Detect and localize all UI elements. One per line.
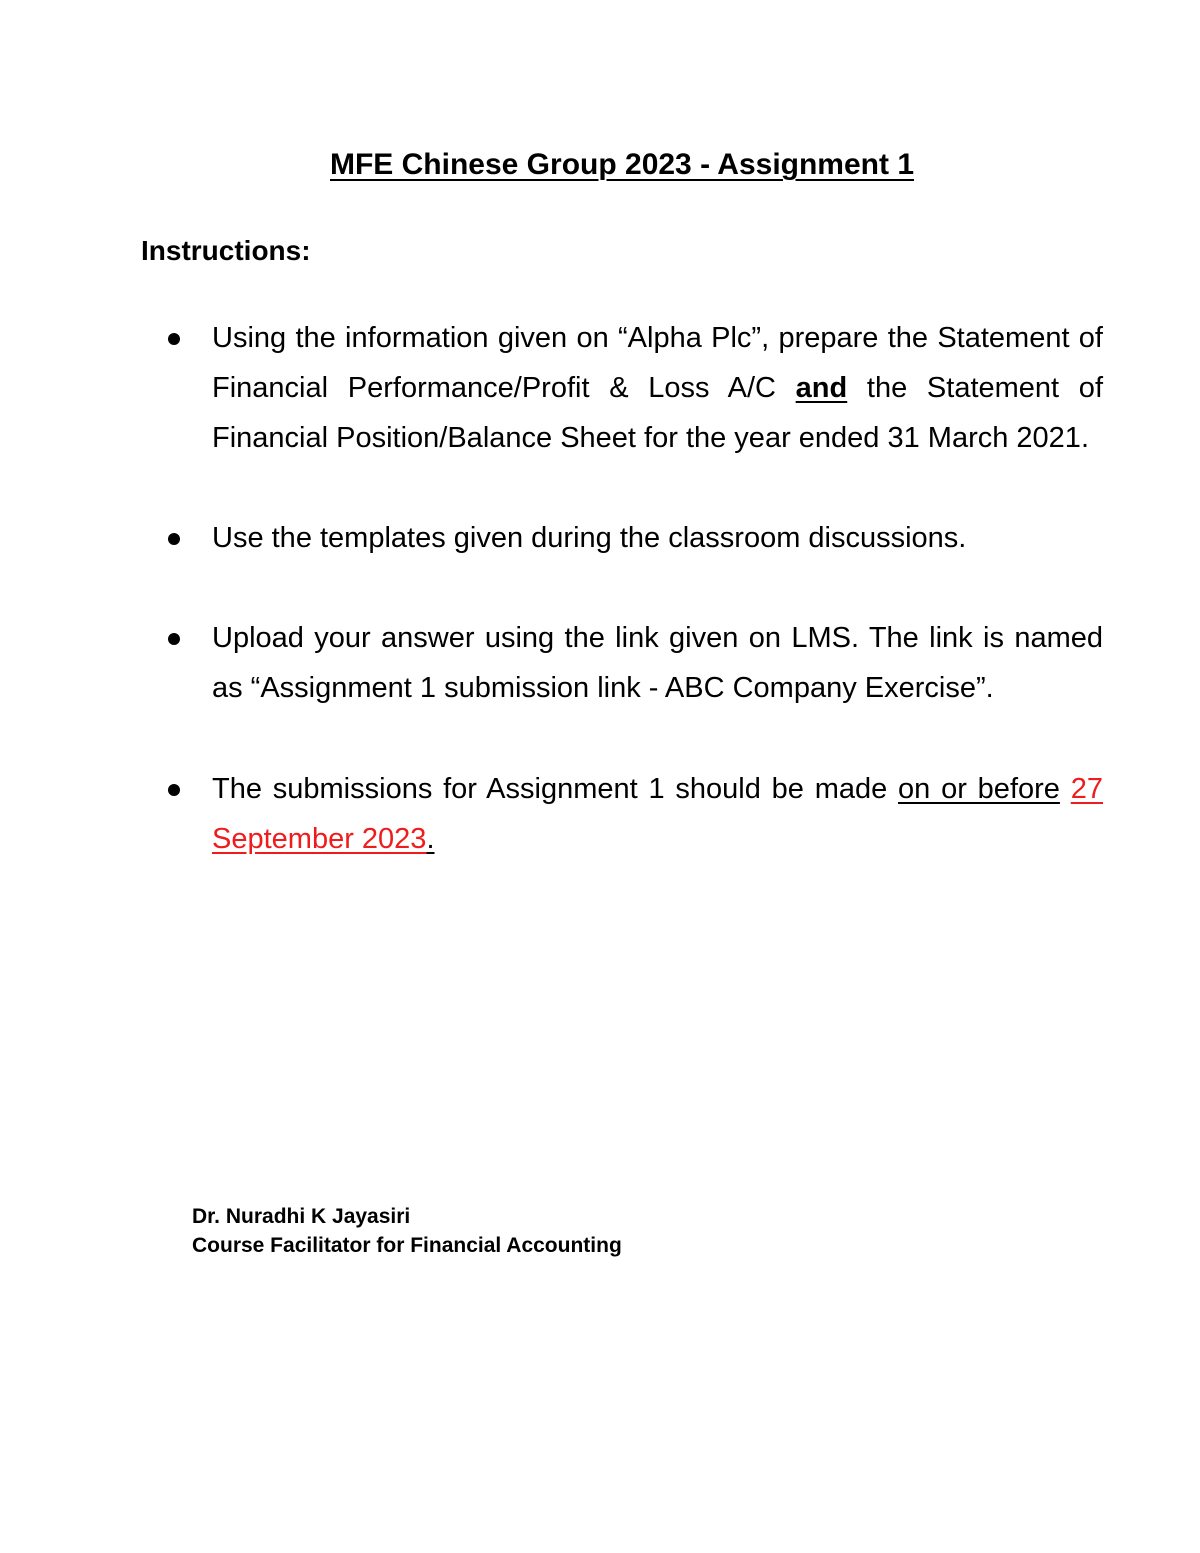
signature-name: Dr. Nuradhi K Jayasiri: [192, 1205, 411, 1228]
instruction-4-text: The submissions for Assignment 1 should be made: [212, 773, 899, 805]
instruction-1-text: Using the information given on “Alpha Plc”, prepare the Statement of Financial Performance/Profit & Loss A/C: [212, 322, 1103, 404]
deadline-period: .: [426, 823, 435, 855]
instruction-1-text-cont: the Statement of Financial Position/Balance Sheet for the year ended 31 March 2021.: [212, 372, 1103, 454]
instruction-item-4: [168, 764, 1103, 864]
bullet-icon: [168, 784, 180, 796]
signature-block: [192, 1202, 622, 1260]
instruction-3-text: Upload your answer using the link given on LMS. The link is named as “Assignment 1 submission link - ABC Company Exercise”.: [212, 622, 1103, 704]
instructions-list: [168, 313, 1103, 914]
instruction-1-emphasis: and: [795, 372, 848, 404]
instructions-heading: Instructions:: [141, 235, 311, 266]
deadline-qualifier: on or before: [898, 773, 1060, 805]
document-title: MFE Chinese Group 2023 - Assignment 1: [329, 148, 915, 181]
instruction-item-1: [168, 313, 1103, 463]
bullet-icon: [168, 333, 180, 345]
instruction-item-2: [168, 513, 1103, 563]
deadline-date: 27 September 2023: [212, 773, 1103, 855]
bullet-icon: [168, 533, 180, 545]
instruction-2-text: Use the templates given during the classroom discussions.: [212, 522, 967, 554]
bullet-icon: [168, 633, 180, 645]
signature-role: Course Facilitator for Financial Accounting: [192, 1234, 622, 1257]
instruction-item-3: [168, 613, 1103, 713]
